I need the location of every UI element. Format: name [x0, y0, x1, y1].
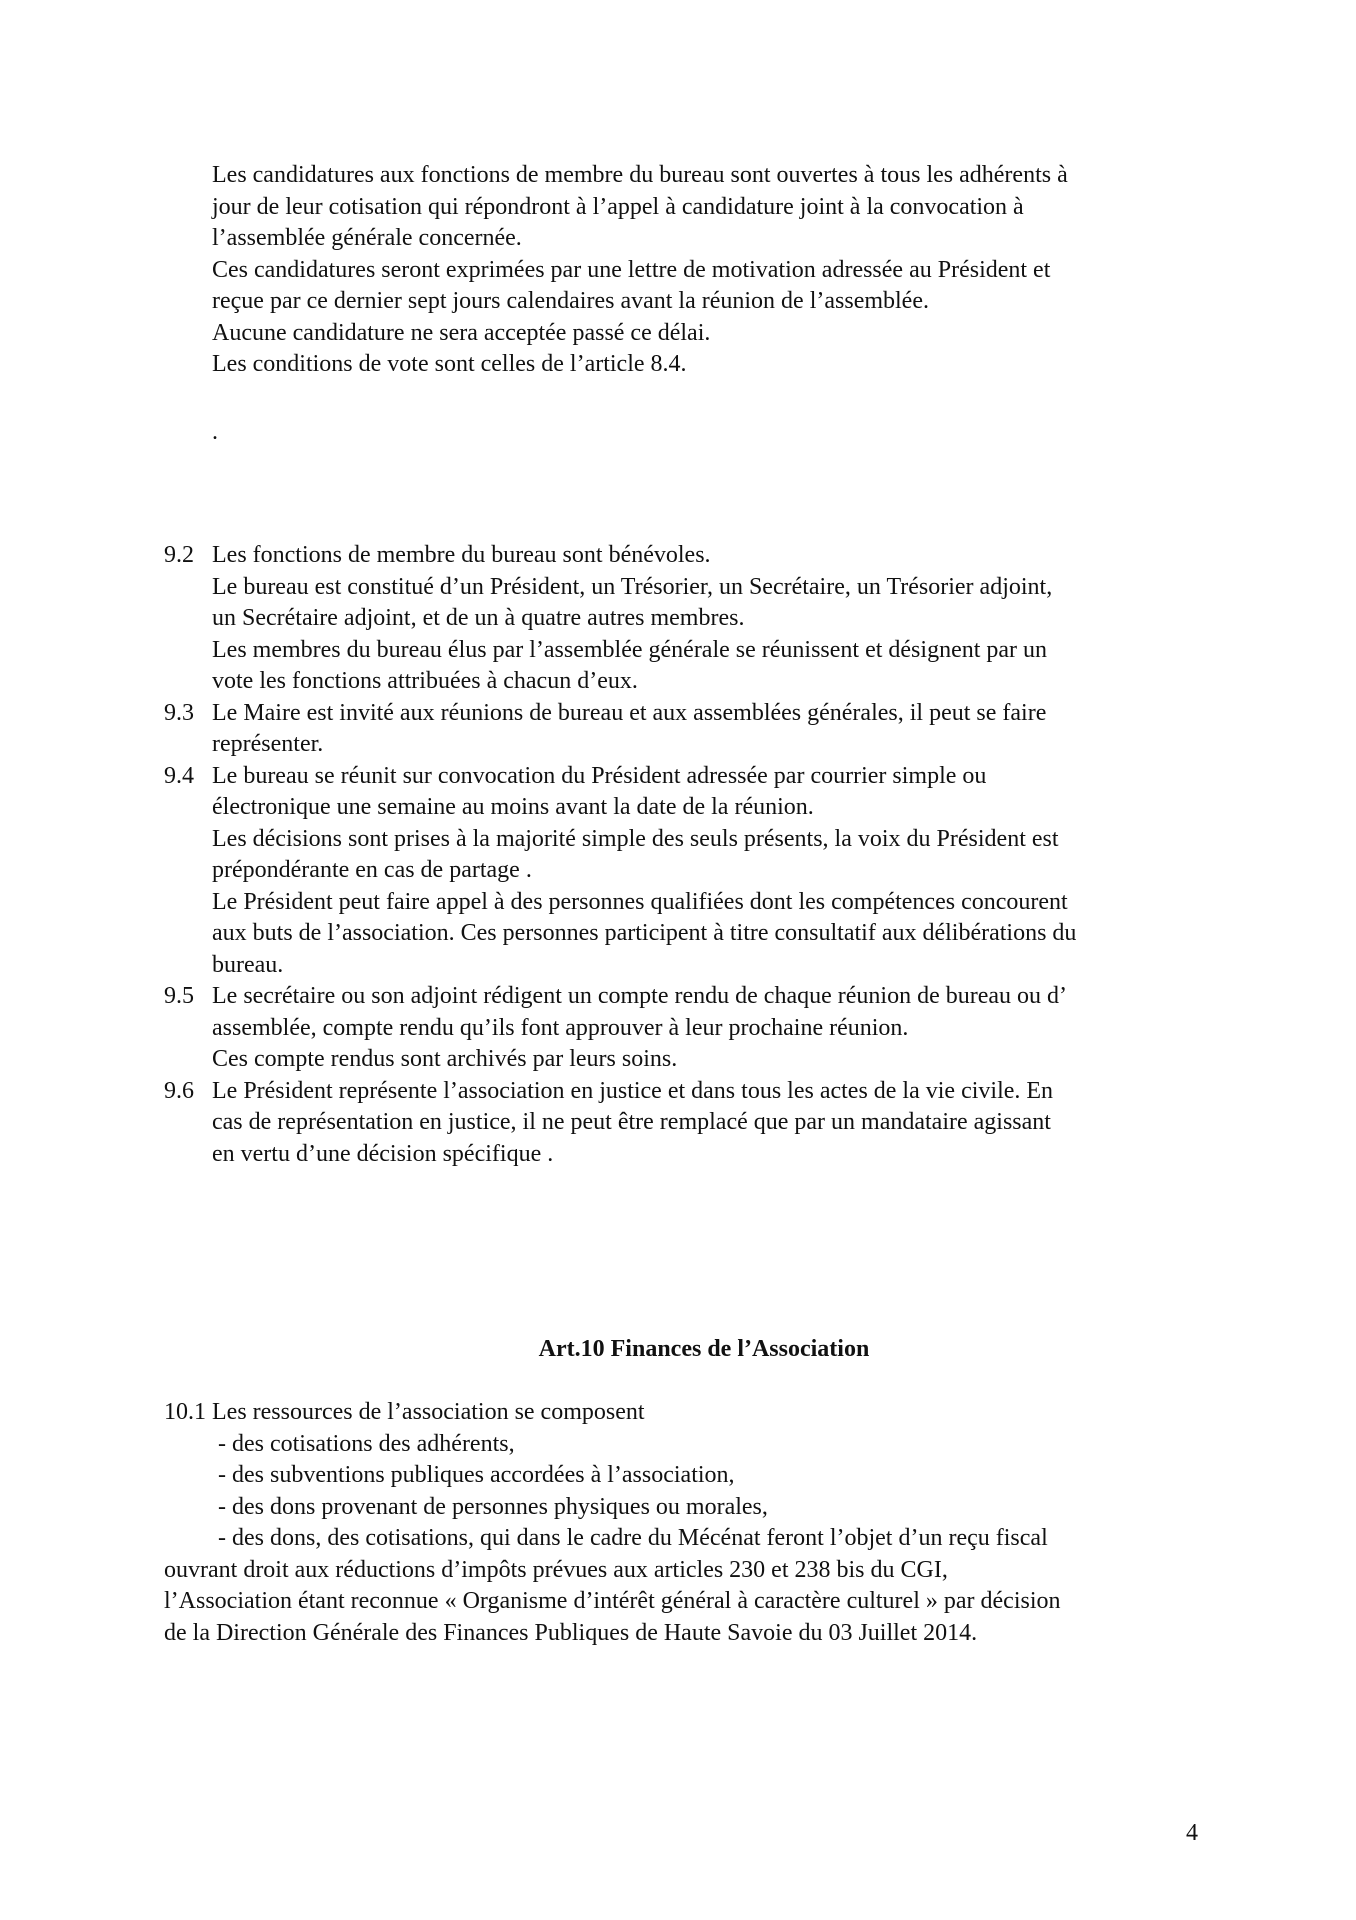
list-item: - des dons provenant de personnes physiques ou morales,: [218, 1493, 768, 1520]
text-line: Le bureau se réunit sur convocation du Président adressée par courrier simple ou: [212, 762, 987, 789]
text-line: Le bureau est constitué d’un Président, un Trésorier, un Secrétaire, un Trésorier adjoint,: [212, 573, 1053, 600]
item-number: 9.4: [164, 762, 194, 789]
text-line: vote les fonctions attribuées à chacun d’eux.: [212, 668, 638, 694]
text-line: représenter.: [212, 731, 324, 757]
item-number: 9.3: [164, 699, 194, 726]
text-line: Le Président peut faire appel à des personnes qualifiées dont les compétences concourent: [212, 888, 1068, 915]
text-line: l’Association étant reconnue « Organisme d’intérêt général à caractère culturel » par décision: [164, 1588, 1061, 1614]
list-item: - des subventions publiques accordées à l’association,: [218, 1462, 735, 1488]
article-10-heading: Art.10 Finances de l’Association: [538, 1336, 870, 1362]
list-item: - des dons, des cotisations, qui dans le cadre du Mécénat feront l’objet d’un reçu fiscal: [218, 1525, 1048, 1551]
text-line: cas de représentation en justice, il ne peut être remplacé que par un mandataire agissant: [212, 1109, 1051, 1135]
text-line: Les fonctions de membre du bureau sont bénévoles.: [212, 542, 711, 568]
text-line: prépondérante en cas de partage .: [212, 857, 532, 883]
text-line: Les décisions sont prises à la majorité simple des seuls présents, la voix du Président est: [212, 825, 1059, 852]
text-line: ouvrant droit aux réductions d’impôts prévues aux articles 230 et 238 bis du CGI,: [164, 1556, 948, 1583]
text-line: de la Direction Générale des Finances Publiques de Haute Savoie du 03 Juillet 2014.: [164, 1619, 978, 1646]
text-line: l’assemblée générale concernée.: [212, 225, 522, 251]
item-9-5: [164, 981, 1214, 1076]
text-line: Ces candidatures seront exprimées par une lettre de motivation adressée au Président et: [212, 256, 1051, 283]
text-line: aux buts de l’association. Ces personnes participent à titre consultatif aux délibérations du: [212, 920, 1077, 946]
item-9-4: [164, 761, 1214, 982]
item-9-3: [164, 698, 1214, 761]
text-line: Le Maire est invité aux réunions de bureau et aux assemblées générales, il peut se faire: [212, 699, 1047, 726]
item-9-6: [164, 1076, 1214, 1171]
list-item: - des cotisations des adhérents,: [218, 1430, 515, 1457]
item-number: 9.5: [164, 983, 194, 1009]
text-line: Aucune candidature ne sera acceptée passé ce délai.: [212, 319, 711, 346]
text-line: électronique une semaine au moins avant la date de la réunion.: [212, 794, 814, 820]
text-line: jour de leur cotisation qui répondront à l’appel à candidature joint à la convocation à: [212, 193, 1024, 220]
item-number: 9.6: [164, 1077, 194, 1104]
text-line: Ces compte rendus sont archivés par leurs soins.: [212, 1046, 678, 1072]
text-line: Les conditions de vote sont celles de l’article 8.4.: [212, 351, 687, 377]
text-line: reçue par ce dernier sept jours calendaires avant la réunion de l’assemblée.: [212, 288, 929, 314]
text-line: bureau.: [212, 951, 284, 978]
text-line: 10.1 Les ressources de l’association se composent: [164, 1399, 645, 1425]
page-number: 4: [1186, 1820, 1198, 1846]
text-line: Les membres du bureau élus par l’assemblée générale se réunissent et désignent par un: [212, 636, 1048, 663]
item-number: 9.2: [164, 542, 194, 568]
article-9-items: [164, 540, 1214, 1170]
text-line: Le Président représente l’association en justice et dans tous les actes de la vie civile. En: [212, 1077, 1054, 1104]
text-line: Les candidatures aux fonctions de membre du bureau sont ouvertes à tous les adhérents à: [212, 162, 1068, 188]
text-line: un Secrétaire adjoint, et de un à quatre autres membres.: [212, 605, 745, 631]
article-10-1: [164, 1397, 1224, 1649]
text-line: en vertu d’une décision spécifique .: [212, 1140, 554, 1167]
candidatures-paragraph: [212, 160, 1212, 381]
stray-period: .: [212, 419, 218, 445]
item-9-2: [164, 540, 1214, 698]
text-line: Le secrétaire ou son adjoint rédigent un compte rendu de chaque réunion de bureau ou d’: [212, 983, 1068, 1009]
text-line: assemblée, compte rendu qu’ils font approuver à leur prochaine réunion.: [212, 1014, 909, 1041]
